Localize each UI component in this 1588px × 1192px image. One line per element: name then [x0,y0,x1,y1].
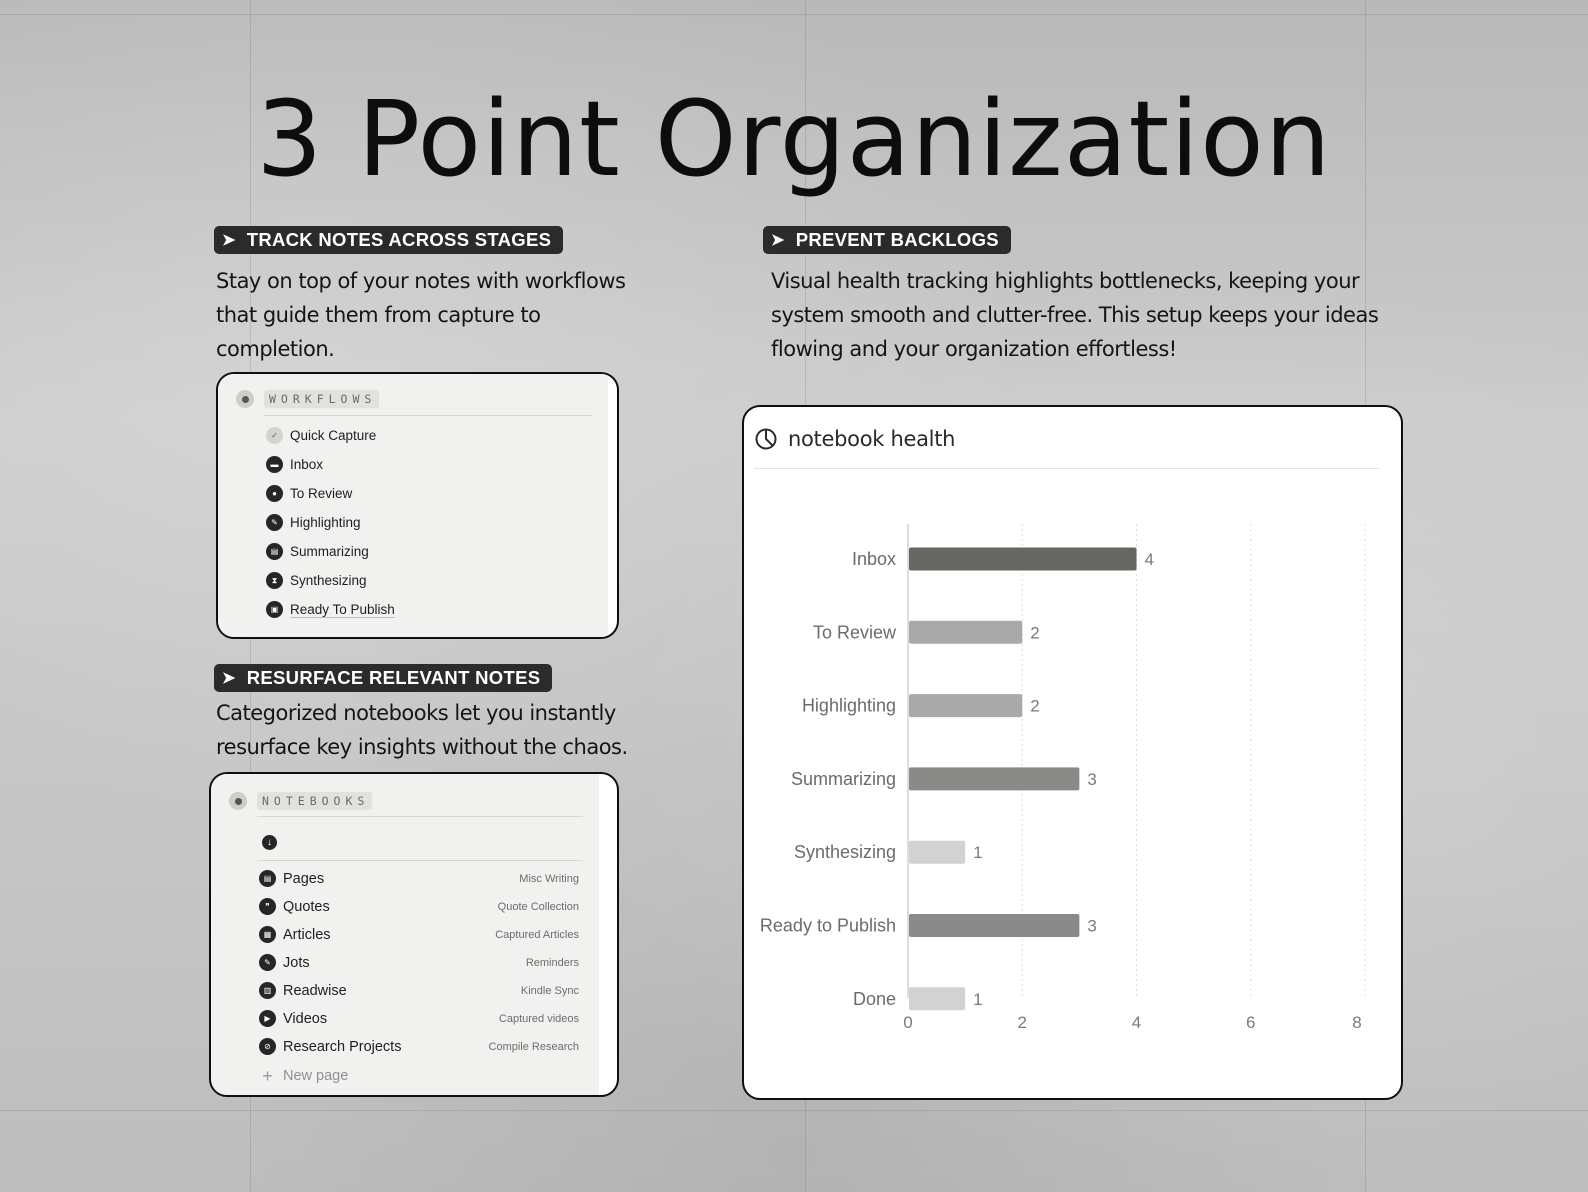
resurface-description [216,696,628,764]
workflow-item-synthesizing[interactable] [266,572,367,589]
resurface-heading: RESURFACE RELEVANT NOTES [246,667,541,688]
workflow-item-label: Quick Capture [290,428,377,443]
value-label: 3 [1087,769,1097,789]
tick-label: 2 [1017,1013,1027,1033]
new-page-label: New page [283,1068,349,1084]
divider [257,860,583,861]
prevent-heading: PREVENT BACKLOGS [795,229,999,250]
bar [909,987,965,1010]
summary-icon: ▤ [266,543,283,560]
plus-icon: + [262,1066,273,1086]
divider [264,415,592,416]
notebook-note: Captured videos [498,1012,579,1025]
page-title: 3 Point Organization [256,78,1332,200]
page-icon: ▤ [259,870,276,887]
value-label: 1 [973,843,983,863]
workflows-label: WORKFLOWS [264,390,379,408]
value-label: 1 [973,989,983,1009]
bar-chart [744,476,1401,1096]
notebook-name: Research Projects [283,1038,402,1055]
arrow-down-icon: ↓ [262,835,277,850]
notebook-health-card [742,405,1403,1100]
desc-line: Visual health tracking highlights bottlenecks, keeping your [771,269,1360,293]
tick-label: 0 [903,1013,913,1033]
category-label: Synthesizing [793,842,896,863]
notebook-note: Quote Collection [497,900,579,913]
notebook-note: Misc Writing [519,872,579,885]
workflow-item-highlighting[interactable] [266,514,361,531]
workflows-panel [218,374,608,639]
chart-header [754,427,955,451]
workflow-item-summarizing[interactable] [266,543,369,560]
chart-title: notebook health [788,427,956,451]
category-label: Highlighting [801,695,896,716]
workflow-item-to-review[interactable] [266,485,352,502]
check-icon: ✓ [266,427,283,444]
notebook-item-quotes[interactable] [259,898,579,915]
desc-line: that guide them from capture to [216,303,541,327]
download-icon-button[interactable] [262,835,284,850]
notebook-item-research-projects[interactable] [259,1038,579,1055]
workflow-item-label: Inbox [290,457,324,472]
notebooks-panel [211,774,599,1097]
notebooks-card [209,772,619,1097]
workflow-item-quick-capture[interactable] [266,427,376,444]
workflow-item-label: Summarizing [290,544,369,559]
notebook-note: Kindle Sync [520,984,579,997]
bar [909,914,1079,937]
workflow-item-inbox[interactable] [266,456,323,473]
quote-icon: ❞ [259,898,276,915]
notebook-name: Jots [283,954,310,971]
notebook-name: Videos [283,1010,328,1027]
notebooks-label: NOTEBOOKS [257,792,372,810]
notebook-item-jots[interactable] [259,954,579,971]
bar [909,767,1079,790]
workflow-item-label: To Review [290,486,353,501]
workflow-item-label: Synthesizing [290,573,367,588]
desc-line: system smooth and clutter-free. This setup keeps your ideas [771,303,1379,327]
notebook-note: Reminders [525,956,579,969]
bar [909,548,1137,571]
bar [909,841,965,864]
value-label: 2 [1030,623,1040,643]
notebook-note: Captured Articles [495,928,579,941]
value-label: 2 [1030,696,1040,716]
track-heading: TRACK NOTES ACROSS STAGES [246,229,552,250]
workflows-card [216,372,619,639]
prevent-heading-badge [763,226,1011,254]
track-heading-badge [214,226,563,254]
arrow-icon: ➤ [222,670,236,687]
inbox-icon: ▬ [266,456,283,473]
workflow-item-ready-to-publish[interactable] [266,601,395,618]
workflows-header [236,390,379,408]
notebook-name: Pages [283,870,325,887]
notebook-item-readwise[interactable] [259,982,579,999]
desc-line: Categorized notebooks let you instantly [216,701,616,725]
notebook-name: Quotes [283,898,330,915]
desc-line: completion. [216,337,335,361]
research-icon: ⊘ [259,1038,276,1055]
tick-label: 8 [1352,1013,1362,1033]
notebook-item-articles[interactable] [259,926,579,943]
resurface-heading-badge [214,664,552,692]
notebook-name: Articles [283,926,331,943]
article-icon: ▦ [259,926,276,943]
notebook-icon [229,792,247,810]
category-label: Summarizing [790,768,896,789]
notebook-item-videos[interactable] [259,1010,579,1027]
desc-line: Stay on top of your notes with workflows [216,269,626,293]
value-label: 4 [1144,550,1154,569]
category-label: Inbox [851,549,896,569]
new-page-button[interactable] [259,1067,579,1085]
pie-chart-icon [754,427,778,451]
jot-icon: ✎ [259,954,276,971]
review-icon: ● [266,485,283,502]
arrow-icon: ➤ [771,232,785,249]
publish-icon: ▣ [266,601,283,618]
bar [909,694,1022,717]
prevent-description [771,264,1378,366]
wall-seam [0,1110,1588,1111]
workflow-item-label: Ready To Publish [290,601,395,617]
notebook-note: Compile Research [488,1040,579,1053]
category-label: Done [852,988,896,1009]
workflow-item-label: Highlighting [290,515,361,530]
category-label: Ready to Publish [759,915,896,936]
tick-label: 4 [1131,1013,1142,1033]
readwise-icon: ▥ [259,982,276,999]
track-description [216,264,625,366]
tick-label: 6 [1246,1013,1256,1033]
notebook-item-pages[interactable] [259,870,579,887]
video-icon: ▶ [259,1010,276,1027]
arrow-icon: ➤ [222,232,236,249]
highlighter-icon: ✎ [266,514,283,531]
wall-seam [0,14,1588,15]
workflows-icon [236,390,254,408]
desc-line: resurface key insights without the chaos. [216,735,628,759]
value-label: 3 [1087,916,1097,936]
desc-line: flowing and your organization effortless! [771,337,1177,361]
notebook-name: Readwise [283,982,347,999]
category-label: To Review [812,622,896,643]
notebooks-header [229,792,372,810]
bar [909,621,1022,644]
divider [257,816,583,817]
divider [754,468,1379,469]
hourglass-icon: ⧗ [266,572,283,589]
